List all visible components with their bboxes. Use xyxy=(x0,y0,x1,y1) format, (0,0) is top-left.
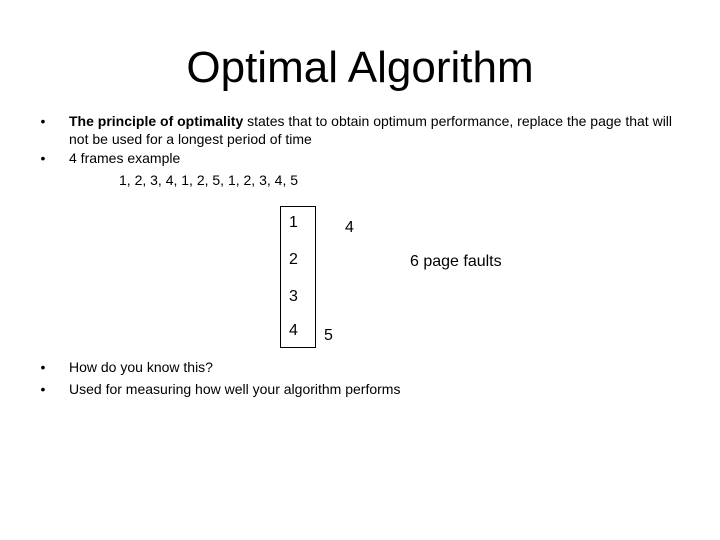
frame-cell: 1 xyxy=(289,214,298,231)
bullet-text: How do you know this? xyxy=(69,359,213,375)
page-faults-label: 6 page faults xyxy=(410,253,502,270)
replacement-value: 4 xyxy=(345,219,354,236)
bullet-icon: • xyxy=(40,113,46,129)
frame-table xyxy=(280,206,316,348)
frame-cell: 3 xyxy=(289,288,298,305)
bullet-icon: • xyxy=(40,150,46,166)
reference-string: 1, 2, 3, 4, 1, 2, 5, 1, 2, 3, 4, 5 xyxy=(119,172,299,188)
bullet-text: Used for measuring how well your algorithm performs xyxy=(69,381,401,397)
bullet-text-rest: states that to obtain optimum performance, replace the page that will not be used for a longest period of time xyxy=(69,113,673,147)
bullet-text xyxy=(69,112,684,148)
bullet-text: 4 frames example xyxy=(69,150,181,166)
bold-term: The principle of optimality xyxy=(69,113,244,129)
slide-title: Optimal Algorithm xyxy=(186,43,534,92)
replacement-value: 5 xyxy=(324,327,333,344)
frame-cell: 2 xyxy=(289,251,298,268)
bullet-icon: • xyxy=(40,359,46,375)
bullet-icon: • xyxy=(40,381,46,397)
frame-cell: 4 xyxy=(289,322,298,339)
